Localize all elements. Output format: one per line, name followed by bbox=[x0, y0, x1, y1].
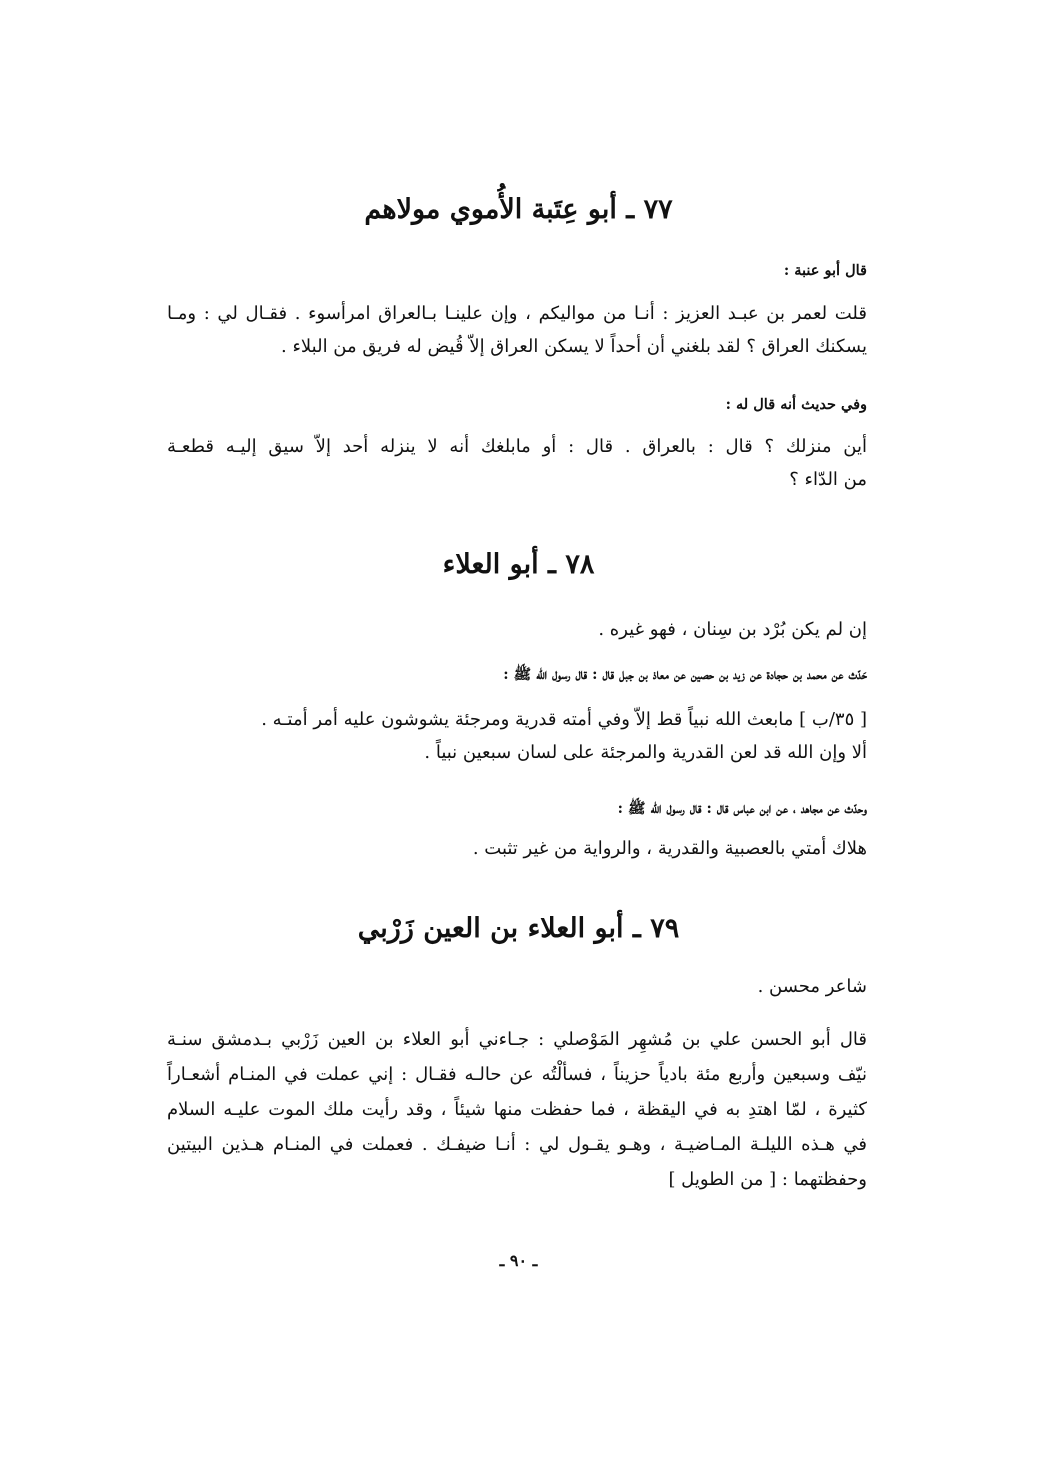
paragraph bbox=[167, 703, 867, 769]
paragraph-line: كثيرة ، لمّا اهتدِ به في اليقظة ، فما حفظت منها شيئاً ، وقد رأيت ملك الموت عليـه السلام bbox=[167, 1099, 867, 1120]
narrator-label: وحدّث عن مجاهد ، عن ابن عباس قال : قال رسول الله ﷺ : bbox=[617, 800, 867, 817]
page-number: ـ ٩٠ ـ bbox=[499, 1251, 538, 1270]
paragraph-line: هلاك أمتي بالعصبية والقدرية ، والرواية من غير تثبت . bbox=[472, 838, 867, 859]
paragraph bbox=[167, 297, 867, 363]
paragraph-line: في هـذه الليلـة المـاضيـة ، وهـو يقـول لي : أنـا ضيفـك . فعملت في المنـام هـذين البيتين bbox=[167, 1134, 867, 1155]
paragraph-line: يسكنك العراق ؟ لقد بلغني أن أحداً لا يسكن العراق إلاّ قُيض له فريق من البلاء . bbox=[281, 336, 867, 357]
paragraph-line: [ ٣٥/ب ] مابعث الله نبياً قط إلاّ وفي أمته قدرية ومرجئة يشوشون عليه أمر أمتـه . bbox=[261, 709, 867, 730]
paragraph-line: ألا وإن الله قد لعن القدرية والمرجئة على لسان سبعين نبياً . bbox=[424, 742, 867, 763]
section-heading-77: ٧٧ ـ أبو عِتَبة الأُموي مولاهم bbox=[364, 194, 673, 225]
narrator-label: قال أبو عنبة : bbox=[783, 262, 867, 279]
paragraph bbox=[167, 1022, 867, 1197]
narrator-label: حَدّث عن محمد بن حجادة عن زيد بن حصين عن معاذ بن جبل قال : قال رسول الله ﷺ : bbox=[503, 666, 867, 683]
paragraph-line: قلت لعمر بن عبـد العزيز : أنـا من مواليكم ، وإن علينـا بـالعراق امرأسوء . فقـال لي : ومـا bbox=[167, 303, 867, 324]
paragraph bbox=[167, 613, 867, 646]
paragraph-line: من الدّاء ؟ bbox=[789, 469, 867, 490]
narrator-label: وفي حديث أنه قال له : bbox=[725, 396, 867, 413]
paragraph-line: نيّف وسبعين وأربع مئة بادياً حزيناً ، فسألْتُه عن حالـه فقـال : إني عملت في المنـام أشعـاراً bbox=[167, 1064, 867, 1085]
paragraph-line: إن لم يكن بُرْد بن سِنان ، فهو غيره . bbox=[598, 619, 867, 640]
paragraph-line: وحفظتهما : [ من الطويل ] bbox=[668, 1169, 867, 1190]
paragraph-line: أين منزلك ؟ قال : بالعراق . قال : أو مابلغك أنه لا ينزله أحد إلاّ سيق إليـه قطعـة bbox=[167, 436, 867, 457]
section-heading-78: ٧٨ ـ أبو العلاء bbox=[442, 549, 595, 580]
paragraph bbox=[167, 832, 867, 865]
section-heading-79: ٧٩ ـ أبو العلاء بن العين زَرْبي bbox=[357, 913, 680, 944]
paragraph bbox=[167, 970, 867, 1003]
paragraph-line: قال أبو الحسن علي بن مُشهِر المَوْصلي : جـاءني أبو العلاء بن العين زَرْبي بـدمشق سنـة bbox=[167, 1029, 867, 1050]
paragraph bbox=[167, 430, 867, 496]
paragraph-line: شاعر محسن . bbox=[757, 976, 867, 997]
